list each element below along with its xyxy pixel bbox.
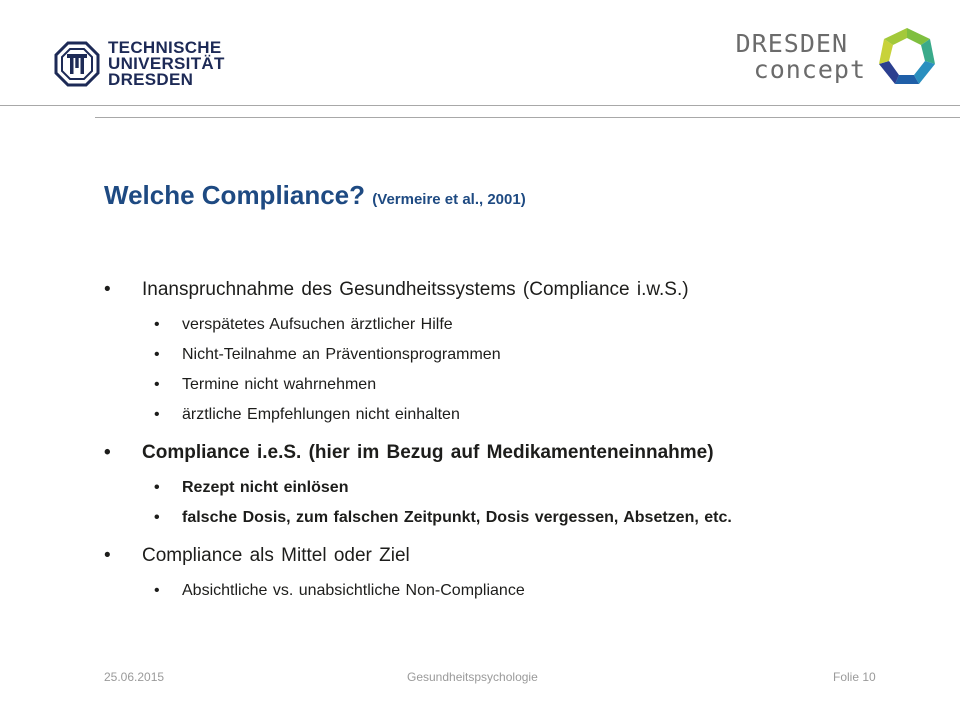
bullet-icon: • <box>154 346 160 363</box>
bullet-level2 <box>104 345 924 365</box>
bullet-level2 <box>104 581 924 601</box>
bullet-icon: • <box>154 316 160 333</box>
tud-line-2: UNIVERSITÄT <box>108 54 225 73</box>
tud-emblem-icon <box>54 41 100 87</box>
bullet-text: Compliance als Mittel oder Ziel <box>142 545 410 566</box>
dresden-concept-logo <box>736 26 938 88</box>
bullet-icon: • <box>154 582 160 599</box>
tud-line-1: TECHNISCHE <box>108 38 222 57</box>
bullet-level2 <box>104 508 924 528</box>
bullet-text: Absichtliche vs. unabsichtliche Non-Compliance <box>182 582 525 599</box>
dc-line-2: concept <box>753 55 866 84</box>
header-divider-secondary <box>95 117 960 118</box>
bullet-text: Compliance i.e.S. (hier im Bezug auf Medikamenteneinnahme) <box>142 442 714 463</box>
slide-title <box>104 180 526 211</box>
footer-slide-number: Folie 10 <box>833 670 876 684</box>
slide-title-citation: (Vermeire et al., 2001) <box>372 191 526 208</box>
bullet-level2 <box>104 478 924 498</box>
bullet-icon: • <box>154 406 160 423</box>
bullet-text: Nicht-Teilnahme an Präventionsprogrammen <box>182 346 501 363</box>
bullet-level2 <box>104 405 924 425</box>
bullet-icon: • <box>154 479 160 496</box>
bullet-icon: • <box>104 442 111 463</box>
bullet-text: Termine nicht wahrnehmen <box>182 376 377 393</box>
bullet-icon: • <box>154 509 160 526</box>
tud-logo <box>54 40 225 88</box>
dc-line-1: DRESDEN <box>735 29 848 58</box>
bullet-icon: • <box>104 545 111 566</box>
bullet-level2 <box>104 315 924 335</box>
bullet-icon: • <box>104 279 111 300</box>
bullet-level1 <box>104 278 924 302</box>
bullet-text: Rezept nicht einlösen <box>182 479 349 496</box>
bullet-level2 <box>104 375 924 395</box>
tud-wordmark <box>108 40 225 88</box>
header-divider <box>0 105 960 106</box>
slide-content <box>104 278 924 611</box>
dc-heptagon-icon <box>876 26 938 88</box>
bullet-text: verspätetes Aufsuchen ärztlicher Hilfe <box>182 316 453 333</box>
bullet-level1 <box>104 441 924 465</box>
footer-course-title: Gesundheitspsychologie <box>407 670 538 684</box>
bullet-text: Inanspruchnahme des Gesundheitssystems (Compliance i.w.S.) <box>142 279 689 300</box>
bullet-text: ärztliche Empfehlungen nicht einhalten <box>182 406 460 423</box>
bullet-text: falsche Dosis, zum falschen Zeitpunkt, Dosis vergessen, Absetzen, etc. <box>182 509 732 526</box>
footer-date: 25.06.2015 <box>104 670 165 684</box>
slide-header <box>0 0 960 118</box>
dc-wordmark <box>736 31 866 83</box>
bullet-icon: • <box>154 376 160 393</box>
slide-title-main: Welche Compliance? <box>104 180 366 210</box>
bullet-level1 <box>104 544 924 568</box>
tud-line-3: DRESDEN <box>108 70 194 89</box>
